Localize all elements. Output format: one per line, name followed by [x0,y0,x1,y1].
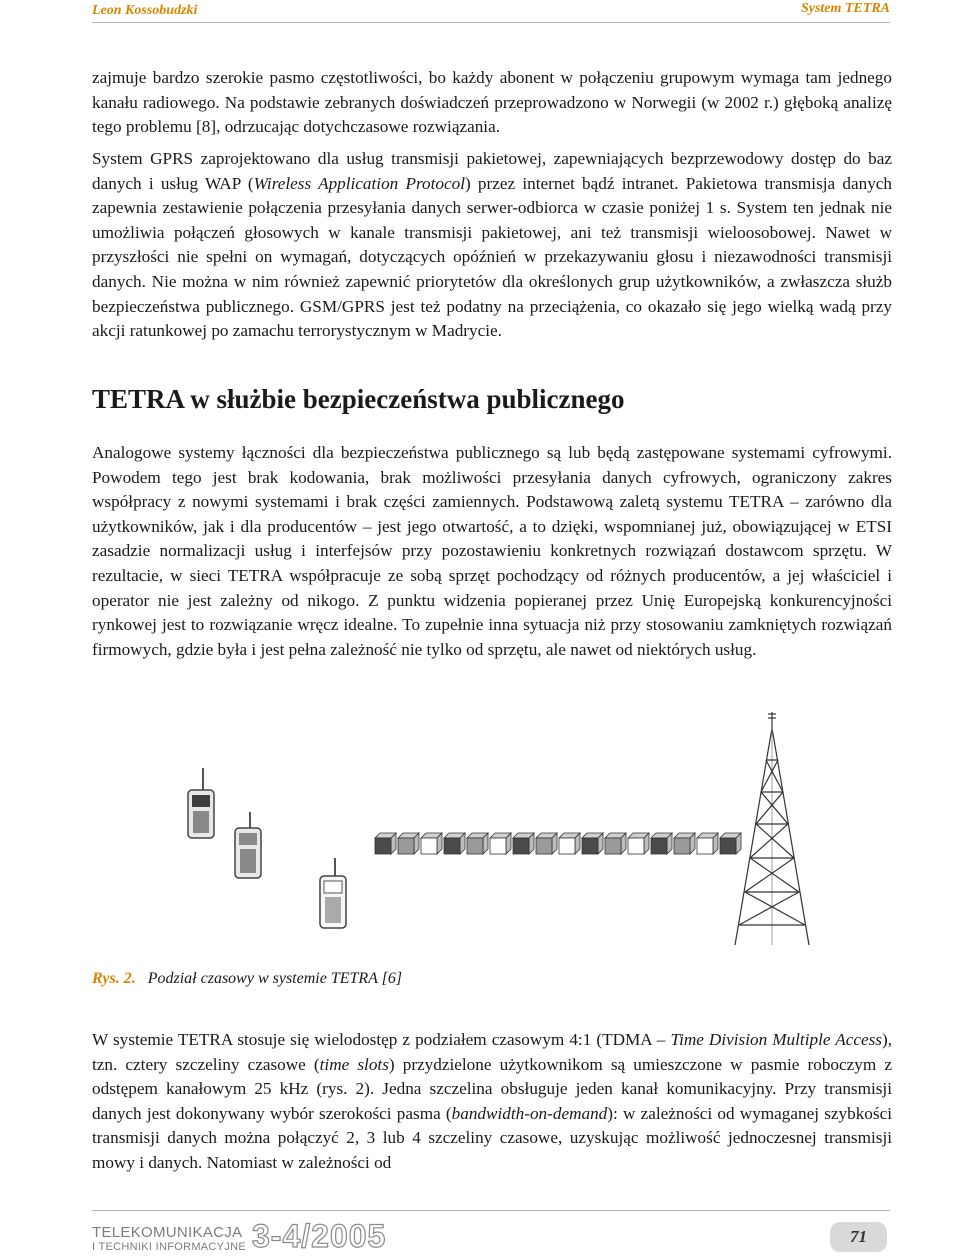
time-slot [444,833,465,854]
handset-icon [188,768,214,838]
footer-rule [92,1210,890,1211]
time-slot [536,833,557,854]
paragraph-2-part-b: ) przez internet bądź intranet. Pakietowa transmisja danych zapewnia zestawienie połączenia przesyłania danych serwer-odbiorca w czasie poniżej 1 s. System ten jednak nie umożliwia połączeń głosowych w kanale transmisji pakietowej, ani też transmisji wieloosobowej. Nawet w przyszłości nie spełni on wymagań, dotyczących opóźnień w przekazywaniu głosu i niezawodności transmisji danych. Nie można w nim również zapewnić priorytetów dla określonych grup użytkowników, a zwłaszcza służb bezpieczeństwa publicznego. GSM/GPRS jest też podatny na przeciążenia, co okazało się jego wielką wadą przy akcji ratunkowej po zamachu terrorystycznym w Madrycie. [92,173,893,341]
header-author: Leon Kossobudzki [92,3,198,18]
figure-tdma [160,700,860,950]
header-title: System TETRA [800,1,890,16]
paragraph-4-part-b: ), tzn. cztery szczeliny czasowe ( [92,1030,893,1074]
journal-name-line2: I TECHNIKI INFORMACYJNE [92,1241,246,1253]
page-number: 71 [830,1222,887,1252]
paragraph-4-part-c: ) przydzielone użytkownikom są umieszczone w pasmie roboczym z odstępem kanałowym 25 kHz (rys. 2). Jedna szczelina obsługuje jeden kanał komunikacyjny. Przy transmisji danych jest dokonywany wybór szerokości pasma ( [92,1054,892,1123]
time-slot [467,833,488,854]
time-slot [421,833,442,854]
tower-icon [735,712,809,945]
time-slot [582,833,603,854]
paragraph-4-part-a: W systemie TETRA stosuje się wielodostęp z podziałem czasowym 4:1 (TDMA – [92,1030,671,1049]
time-slot [513,833,534,854]
handset-icon [235,812,261,878]
time-slot [605,833,626,854]
time-slot-row [375,833,741,854]
time-slot [651,833,672,854]
paragraph-4-part-d: ): w zależności od wymaganej szybkości transmisji danych można połączyć 2, 3 lub 4 szczeliny czasowe, uzyskując możliwość jednoczesnej transmisji mowy i danych. Natomiast w zależności od [92,1103,892,1172]
caption-label: Rys. 2. [92,970,136,987]
paragraph-4-emphasis-2: time slots [319,1054,389,1074]
paragraph-4-emphasis-3: bandwidth-on-demand [451,1103,608,1123]
time-slot [720,833,741,854]
paragraph-4-emphasis-1: Time Division Multiple Access [670,1030,882,1049]
paragraph-4 [92,1028,892,1176]
time-slot [375,833,396,854]
paragraph-1: zajmuje bardzo szerokie pasmo częstotliwości, bo każdy abonent w połączeniu grupowym wymaga tam jednego kanału radiowego. Na podstawie zebranych doświadczeń przeprowadzono w Norwegii (w 2002 r.) głęboką analizę tego problemu [8], odrzucając dotychczasowe rozwiązania. [92,68,892,137]
paragraph-2 [92,147,892,344]
time-slot [490,833,511,854]
section-heading: TETRA w służbie bezpieczeństwa publicznego [92,384,625,414]
caption-text: Podział czasowy w systemie TETRA [6] [147,970,403,987]
handset-icon [320,858,346,928]
time-slot [559,833,580,854]
paragraph-3: Analogowe systemy łączności dla bezpieczeństwa publicznego są lub będą zastępowane systemami cyfrowymi. Powodem tego jest brak kodowania, brak możliwości przesyłania danych cyfrowych, ograniczony zakres współpracy z nowymi systemami i brak części zamiennych. Podstawową zaletą systemu TETRA – zarówno dla użytkowników, jak i dla producentów – jest jego otwartość, a to dzięki, wspomnianej już, obowiązującej w ETSI zasadzie normalizacji usług i interfejsów przy pozostawieniu konkretnych rozwiązań dostawcom sprzętu. W rezultacie, w sieci TETRA współpracuje ze sobą sprzęt pochodzący od różnych producentów, a jej właściciel i operator nie jest zależny od nikogo. Z punktu widzenia popieranej przez Unię Europejską konkurencyjności rynkowej jest to rozwiązanie wręcz idealne. To zupełnie inna sytuacja niż przy stosowaniu zamkniętych rozwiązań firmowych, gdzie była i jest pełna zależność nie tylko od sprzętu, ale nawet od niektórych usług. [92,443,892,659]
time-slot [398,833,419,854]
paragraph-2-emphasis: Wireless Application Protocol [253,173,465,193]
time-slot [674,833,695,854]
paragraph-2-part-a: System GPRS zaprojektowano dla usług transmisji pakietowej, zapewniających bezprzewodowy dostęp do baz danych i usług WAP ( [92,149,892,193]
page-header [0,0,960,26]
time-slot [697,833,718,854]
page-footer [0,1210,960,1256]
header-rule [92,22,890,23]
time-slot [628,833,649,854]
figure-caption [92,970,402,988]
issue-number: 3-4/2005 [252,1218,387,1254]
journal-name-line1: TELEKOMUNIKACJA [92,1224,243,1241]
tdma-illustration [160,700,860,950]
